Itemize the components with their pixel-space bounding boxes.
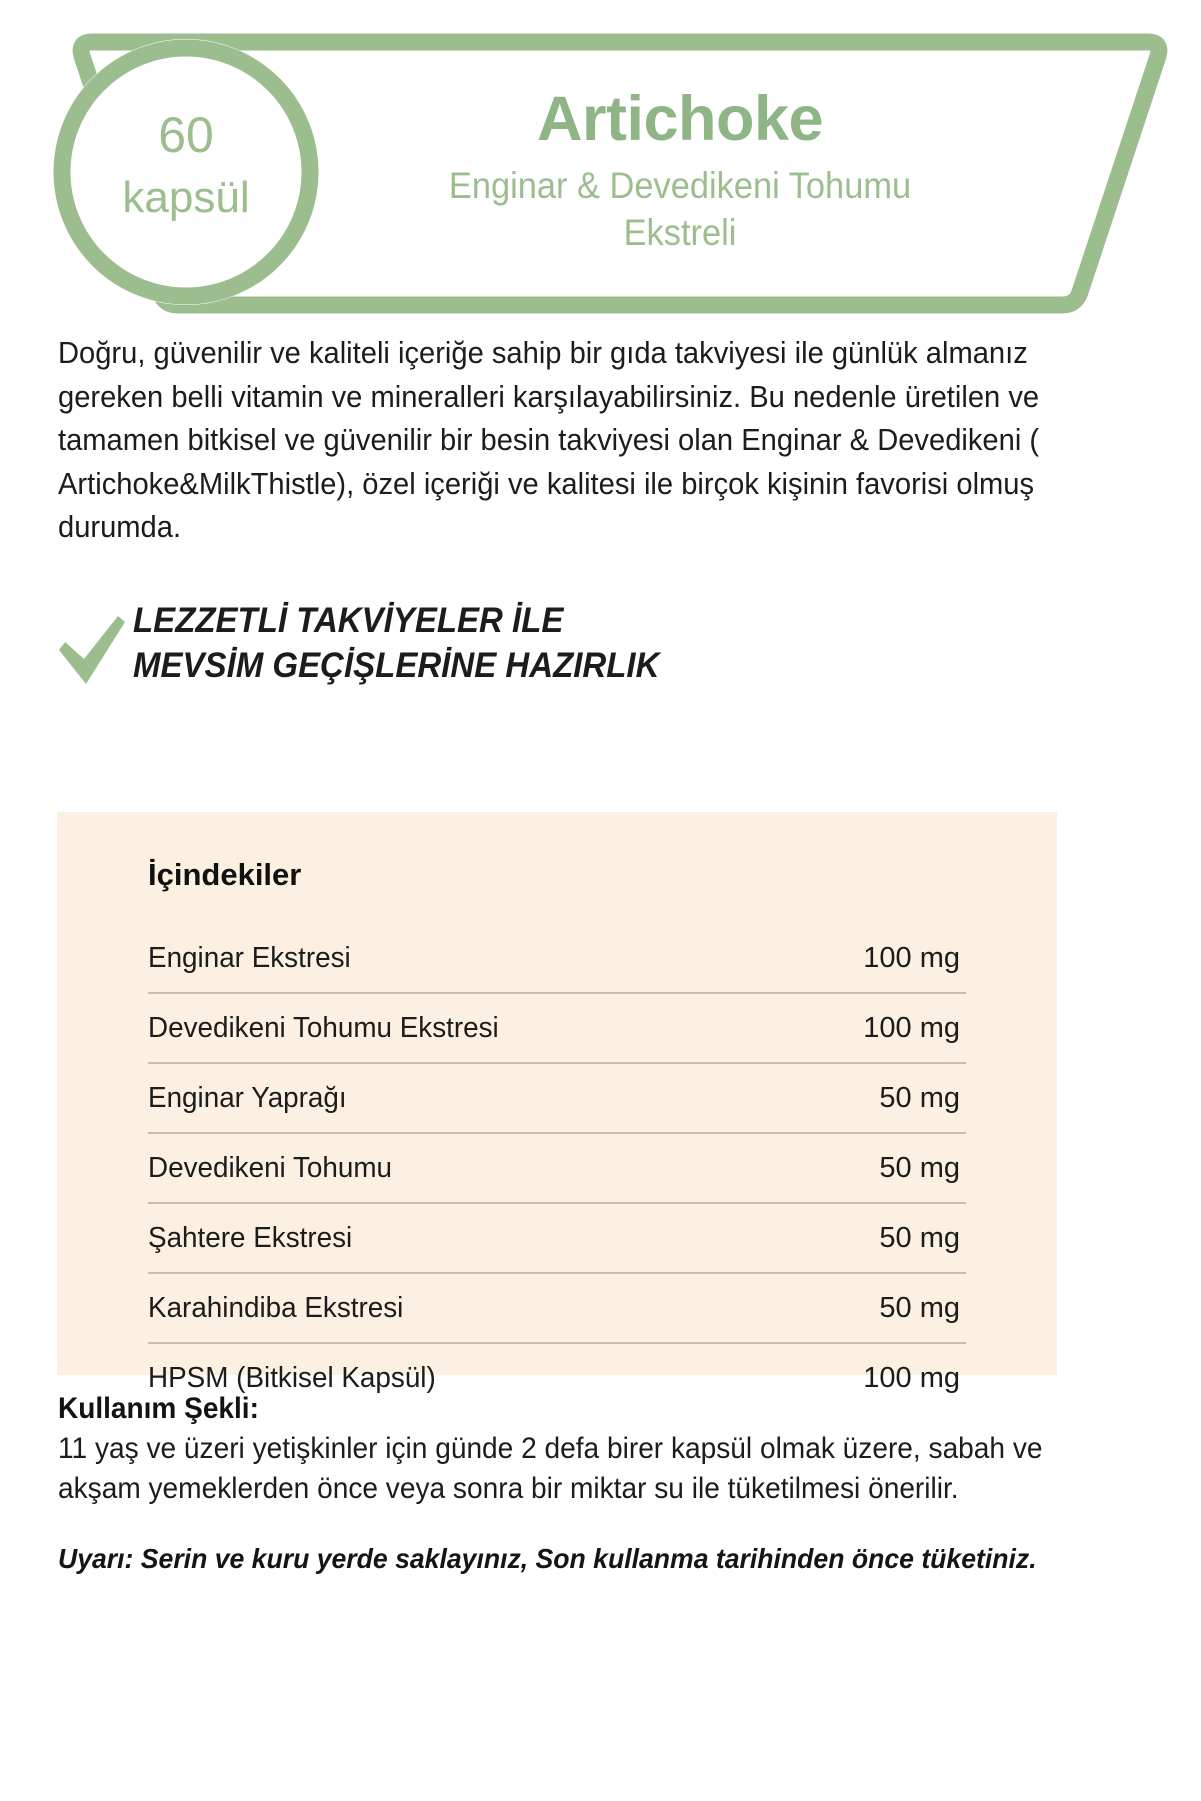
- ingredient-name: Enginar Ekstresi: [148, 941, 351, 974]
- table-row: [148, 1134, 966, 1204]
- ingredient-amount: 50 mg: [879, 1291, 960, 1324]
- capsule-count-value: 60: [158, 107, 214, 163]
- usage-body: 11 yaş ve üzeri yetişkinler için günde 2 defa birer kapsül olmak üzere, sabah ve akşam yemeklerden önce veya sonra bir miktar su ile tüketilmesi önerilir.: [58, 1432, 1043, 1506]
- ingredient-amount: 100 mg: [863, 1361, 960, 1394]
- ingredient-name: Şahtere Ekstresi: [148, 1221, 353, 1254]
- ingredients-panel-title: İçindekiler: [148, 857, 302, 892]
- product-header: [0, 0, 1201, 330]
- highlight-line-1: LEZZETLİ TAKVİYELER İLE: [133, 600, 564, 640]
- usage-title: Kullanım Şekli:: [58, 1392, 259, 1425]
- ingredient-amount: 100 mg: [863, 1011, 960, 1044]
- capsule-unit-label: kapsül: [122, 173, 250, 222]
- ingredient-amount: 50 mg: [879, 1081, 960, 1114]
- checkmark-icon: [55, 612, 133, 695]
- product-title: Artichoke: [536, 84, 824, 154]
- intro-paragraph: Doğru, güvenilir ve kaliteli içeriğe sahip bir gıda takviyesi ile günlük almanız gereken belli vitamin ve mineralleri karşılayabilirsiniz. Bu nedenle üretilen ve tamamen bitkisel ve güvenilir bir besin takviyesi olan Enginar & Devedikeni ( Artichoke&MilkThistle), özel içeriği ve kalitesi ile birçok kişinin favorisi olmuş durumda.: [58, 336, 1040, 545]
- ingredients-panel: [57, 812, 1057, 1394]
- storage-warning: Uyarı: Serin ve kuru yerde saklayınız, Son kullanma tarihinden önce tüketiniz.: [58, 1543, 1037, 1574]
- product-subtitle-line-2: Ekstreli: [623, 212, 737, 254]
- product-subtitle: [327, 162, 1034, 257]
- ingredient-amount: 50 mg: [879, 1221, 960, 1254]
- table-row: [148, 994, 966, 1064]
- ingredient-name: Karahindiba Ekstresi: [148, 1291, 404, 1324]
- ingredients-table: [148, 924, 966, 1412]
- product-subtitle-line-1: Enginar & Devedikeni Tohumu: [448, 165, 912, 206]
- highlight-line-2: MEVSİM GEÇİŞLERİNE HAZIRLIK: [133, 645, 660, 686]
- ingredient-amount: 50 mg: [879, 1151, 960, 1184]
- ingredient-name: Enginar Yaprağı: [148, 1081, 347, 1114]
- table-row: [148, 1204, 966, 1274]
- table-row: [148, 1274, 966, 1344]
- ingredient-amount: 100 mg: [863, 941, 960, 974]
- usage-section: [58, 1392, 1158, 1510]
- ingredient-name: HPSM (Bitkisel Kapsül): [148, 1361, 436, 1394]
- highlight-callout: [55, 596, 1055, 695]
- table-row: [148, 1064, 966, 1134]
- ingredient-name: Devedikeni Tohumu Ekstresi: [148, 1011, 499, 1044]
- highlight-text: [133, 598, 990, 689]
- table-row: [148, 924, 966, 994]
- ingredient-name: Devedikeni Tohumu: [148, 1151, 393, 1184]
